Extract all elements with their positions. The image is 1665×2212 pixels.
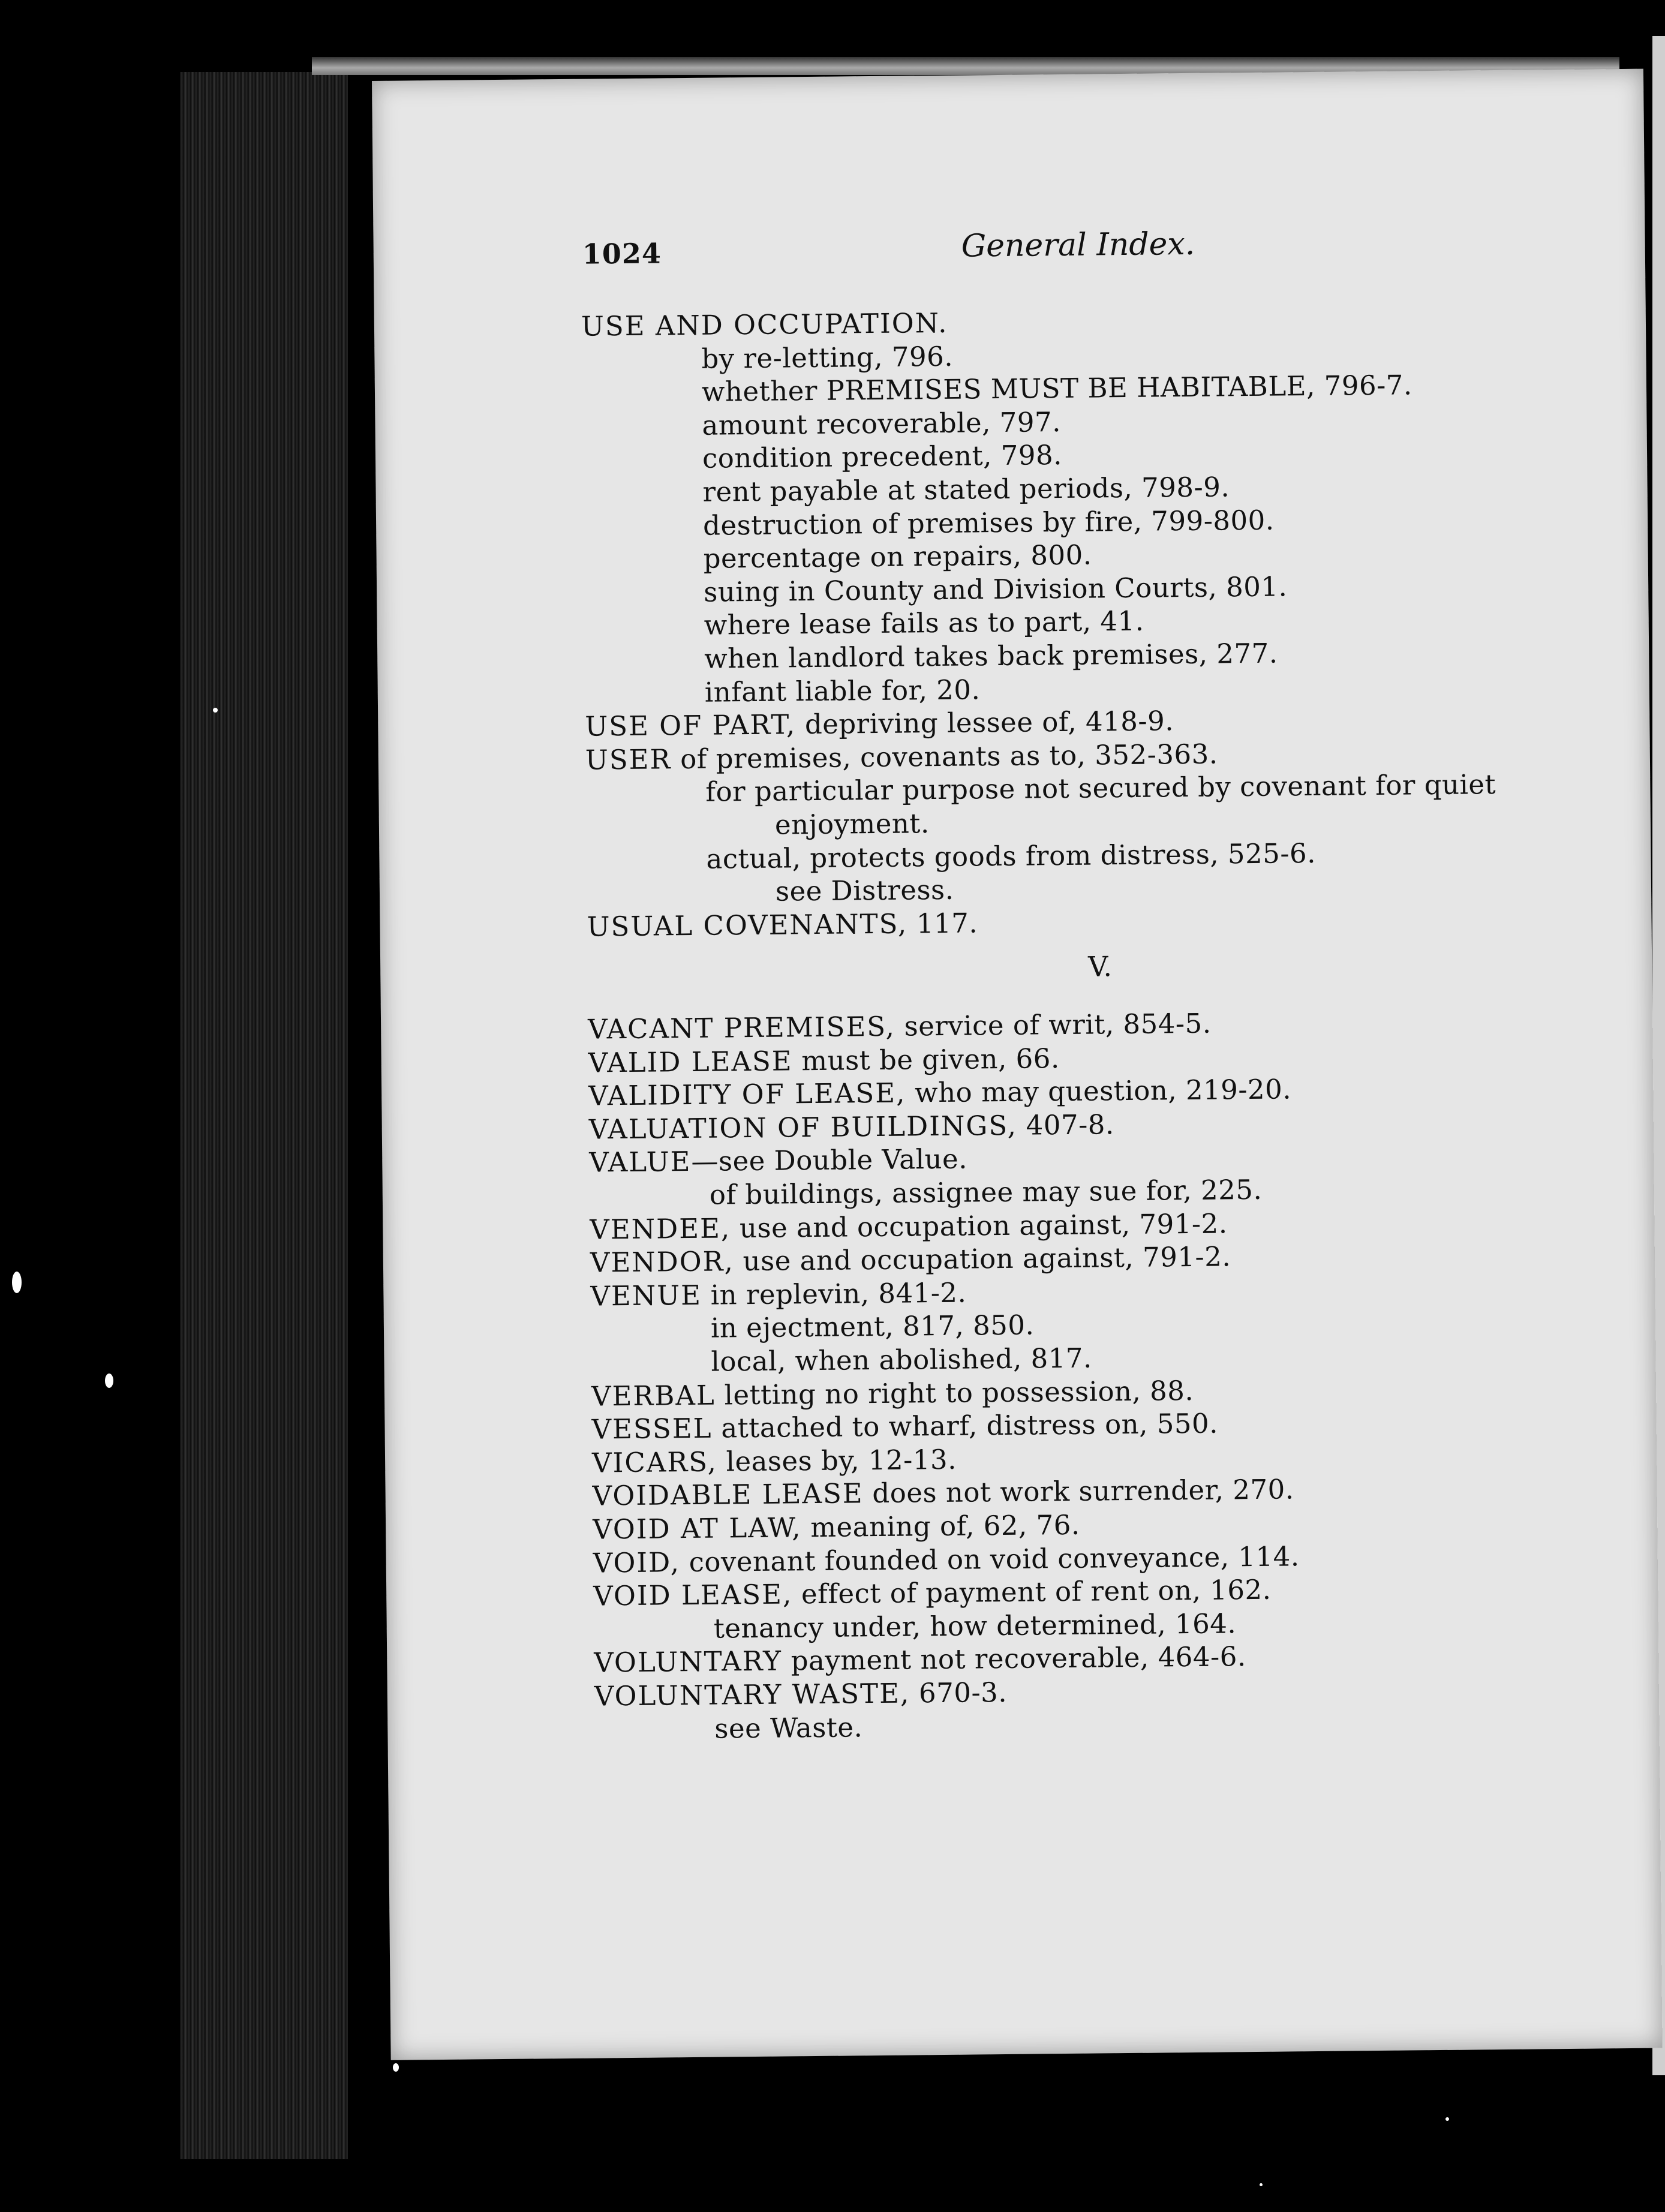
entry-text: percentage on repairs, 800. [703, 539, 1092, 575]
entry-text: of premises, covenants as to, 352-363. [671, 738, 1218, 776]
index-subentry [703, 539, 1092, 576]
index-subentry [701, 339, 953, 375]
index-entry [588, 1073, 1291, 1113]
index-subentry [702, 405, 1061, 443]
scan-speck [105, 1374, 113, 1388]
index-subentry [711, 1309, 1035, 1345]
index-entry [585, 704, 1174, 743]
entry-heading: VENDOR, [590, 1245, 735, 1279]
entry-text: 407-8. [1017, 1108, 1114, 1141]
entry-heading: VICARS, [591, 1445, 718, 1479]
entry-text: —see Double Value. [691, 1143, 968, 1178]
section-letter-heading: V. [1087, 950, 1113, 983]
entry-heading: VALID LEASE [588, 1044, 793, 1079]
entry-text: where lease fails as to part, 41. [704, 605, 1144, 642]
index-entry [581, 306, 948, 344]
entry-text: destruction of premises by fire, 799-800. [702, 504, 1275, 542]
entry-heading: VACANT PREMISES, [587, 1010, 896, 1045]
index-entry [590, 1240, 1231, 1280]
index-subentry [706, 837, 1316, 876]
entry-text: letting no right to possession, 88. [715, 1374, 1194, 1411]
index-entry [593, 1508, 1080, 1547]
entry-heading: VERBAL [591, 1379, 716, 1412]
running-title: General Index. [961, 226, 1195, 265]
index-page [372, 69, 1663, 2060]
entry-heading: VOLUNTARY [594, 1645, 783, 1679]
entry-text: use and occupation against, 791-2. [734, 1240, 1231, 1278]
index-subentry [702, 470, 1230, 509]
index-entry [588, 1007, 1212, 1047]
entry-heading: USER [585, 743, 672, 776]
entry-text: rent payable at stated periods, 798-9. [702, 471, 1230, 508]
entry-text: infant liable for, 20. [704, 673, 981, 708]
index-subentry [714, 1607, 1237, 1645]
entry-text: 117. [907, 907, 978, 940]
entry-text: enjoyment. [774, 807, 930, 841]
entry-text: condition precedent, 798. [702, 439, 1063, 475]
entry-heading: VESSEL [591, 1412, 713, 1445]
book-page-edges [180, 72, 348, 2159]
entry-text: payment not recoverable, 464-6. [782, 1640, 1246, 1677]
scan-speck [1445, 2117, 1449, 2121]
index-subentry [704, 570, 1288, 609]
scan-speck [1260, 2183, 1263, 2186]
entry-heading: VOLUNTARY WASTE, [594, 1677, 910, 1712]
index-entry [591, 1407, 1218, 1447]
index-entry [592, 1443, 957, 1480]
index-entry [590, 1276, 966, 1313]
entry-text: in ejectment, 817, 850. [710, 1309, 1035, 1345]
entry-text: suing in County and Division Courts, 801. [703, 570, 1288, 608]
entry-text: depriving lessee of, 418-9. [795, 705, 1174, 741]
entry-text: service of writ, 854-5. [895, 1007, 1212, 1042]
entry-text: by re-letting, 796. [701, 340, 954, 375]
index-entry [587, 906, 978, 943]
index-subentry [705, 768, 1496, 809]
index-subentry [704, 605, 1144, 642]
index-entry [589, 1108, 1114, 1146]
entry-heading: VENUE [590, 1279, 702, 1312]
index-subentry [714, 1711, 862, 1745]
entry-text: use and occupation against, 791-2. [730, 1207, 1228, 1244]
entry-text: attached to wharf, distress on, 550. [712, 1407, 1219, 1444]
entry-text: of buildings, assignee may sue for, 225. [709, 1173, 1263, 1211]
index-entry [592, 1473, 1294, 1513]
entry-text: local, when abolished, 817. [711, 1342, 1093, 1378]
index-subentry [710, 1173, 1263, 1212]
page-number: 1024 [582, 237, 662, 271]
index-entry [591, 1374, 1194, 1414]
entry-heading: VOID AT LAW, [592, 1511, 802, 1546]
entry-text: see Waste. [714, 1711, 863, 1745]
entry-heading: VALUATION OF BUILDINGS, [588, 1109, 1018, 1146]
index-entry [594, 1676, 1008, 1714]
index-subentry [711, 1342, 1092, 1379]
entry-heading: USE AND OCCUPATION. [581, 306, 948, 342]
entry-heading: VALIDITY OF LEASE, [588, 1077, 906, 1112]
scan-speck [393, 2063, 399, 2072]
entry-text: must be given, 66. [792, 1042, 1060, 1077]
index-entry [589, 1143, 967, 1180]
entry-heading: VOID LEASE, [593, 1578, 793, 1612]
index-subentry [704, 637, 1278, 676]
entry-text: actual, protects goods from distress, 525-6. [706, 837, 1317, 875]
entry-text: in replevin, 841-2. [701, 1276, 967, 1311]
entry-heading: USUAL COVENANTS, [587, 907, 908, 943]
entry-heading: VALUE [589, 1146, 692, 1179]
index-subentry [703, 503, 1275, 542]
entry-text: who may question, 219-20. [906, 1073, 1292, 1109]
index-subentry [776, 873, 954, 909]
entry-text: does not work surrender, 270. [863, 1473, 1294, 1510]
entry-heading: VENDEE, [590, 1212, 731, 1246]
scan-speck [12, 1272, 22, 1293]
index-subentry [775, 807, 930, 841]
entry-text: covenant founded on void conveyance, 114. [680, 1540, 1300, 1578]
entry-text: meaning of, 62, 76. [801, 1508, 1080, 1544]
entry-heading: VOID, [593, 1546, 681, 1579]
entry-text: whether PREMISES MUST BE HABITABLE, 796-7. [701, 369, 1412, 408]
index-entry [588, 1042, 1059, 1080]
entry-text: effect of payment of rent on, 162. [792, 1573, 1272, 1610]
entry-text: tenancy under, how determined, 164. [713, 1607, 1237, 1645]
entry-text: amount recoverable, 797. [702, 405, 1062, 441]
entry-text: when landlord takes back premises, 277. [704, 637, 1278, 675]
entry-text: see Distress. [775, 873, 954, 907]
index-subentry [702, 438, 1062, 476]
index-entry [594, 1640, 1246, 1680]
scan-speck [213, 708, 218, 713]
entry-heading: VOIDABLE LEASE [592, 1477, 864, 1512]
entry-text: for particular purpose not secured by covenant for quiet [705, 768, 1496, 809]
entry-text: 670-3. [909, 1676, 1008, 1709]
entry-heading: USE OF PART, [585, 708, 797, 743]
entry-text: leases by, 12-13. [717, 1443, 957, 1478]
index-subentry [702, 369, 1412, 409]
index-subentry [705, 673, 981, 709]
